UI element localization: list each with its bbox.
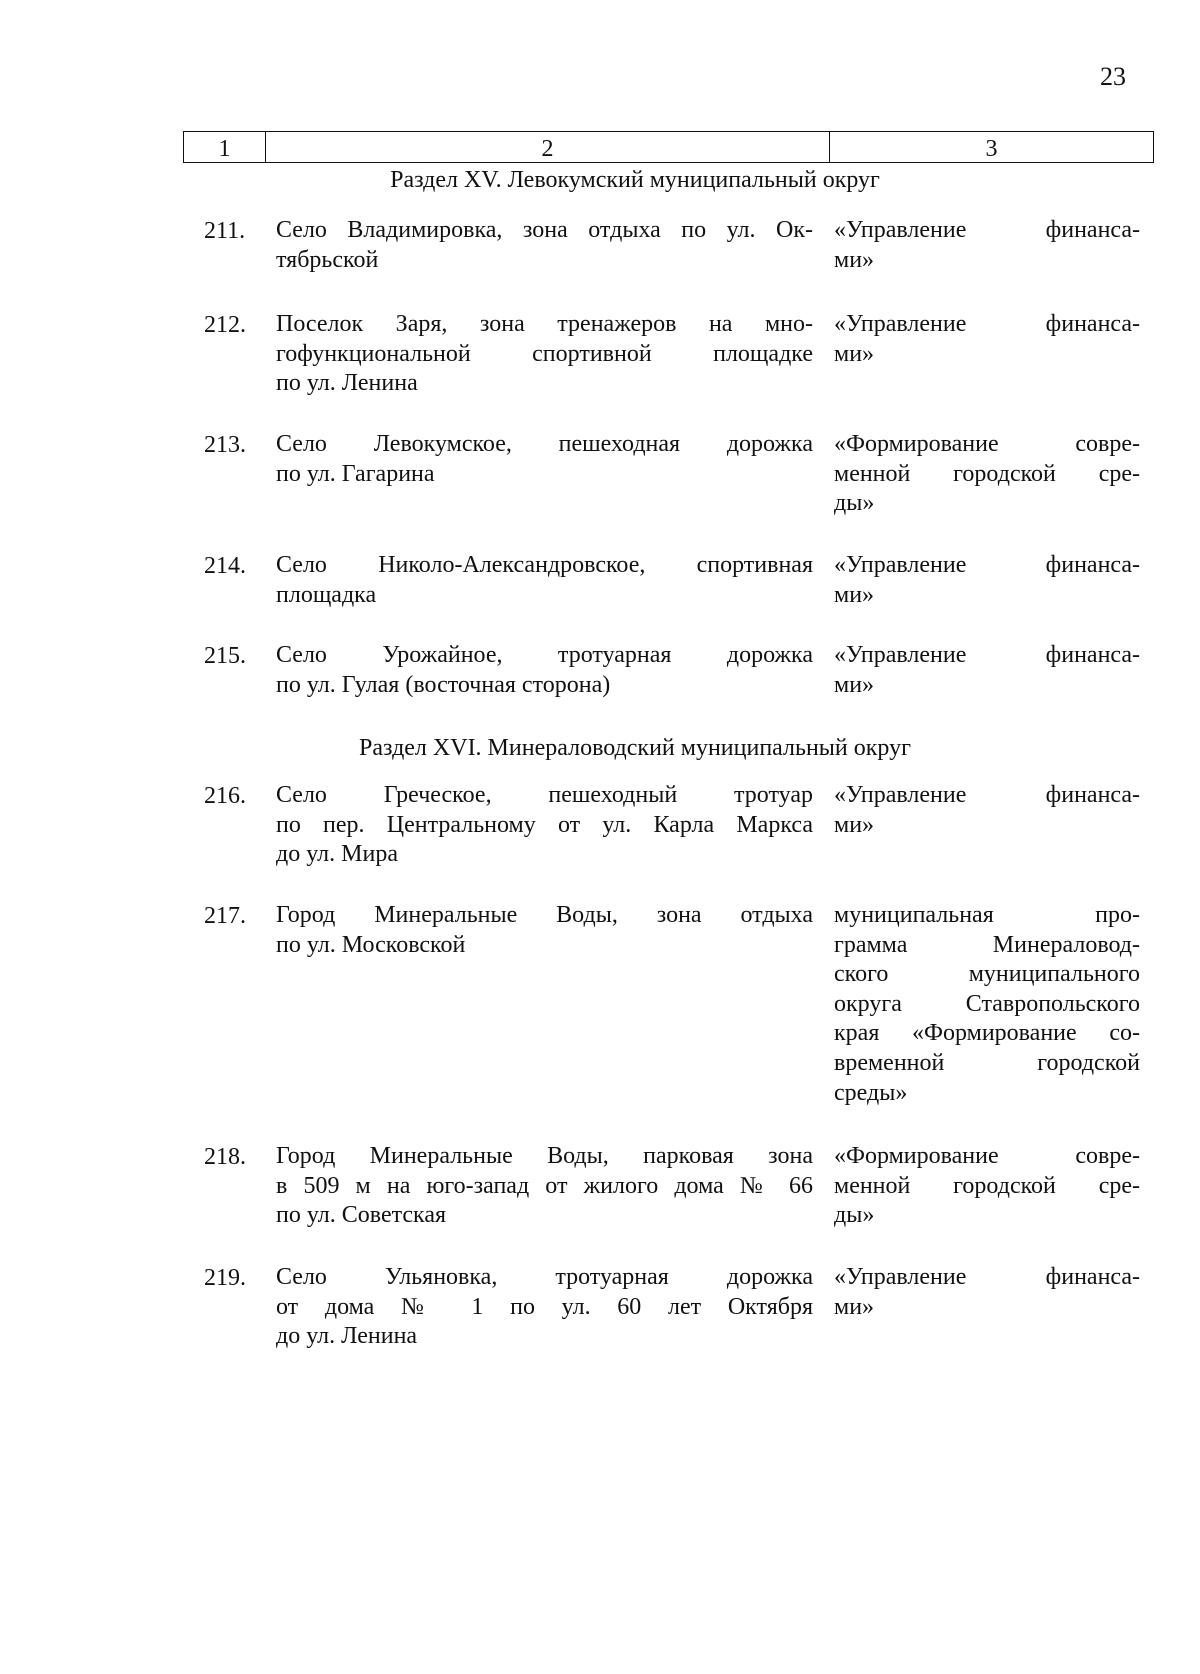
program-name-line: менной городской сре-	[834, 460, 1140, 487]
object-description-line: по ул. Московской	[276, 931, 466, 958]
header-col-2: 2	[266, 132, 830, 162]
program-name-line: ми»	[834, 671, 875, 698]
program-name-line: менной городской сре-	[834, 1172, 1140, 1199]
object-description	[276, 551, 813, 610]
row-number: 213.	[204, 432, 246, 458]
page-number: 23	[1100, 62, 1126, 91]
object-description	[276, 216, 813, 275]
object-description-line: площадка	[276, 581, 377, 608]
program-name-line: «Управление финанса-	[834, 642, 1140, 668]
row-number: 211.	[204, 218, 246, 244]
program-name	[834, 781, 1140, 840]
row-number: 214.	[204, 553, 246, 579]
program-name-line: ского муниципального	[834, 961, 1140, 988]
object-description-line: по пер. Центральному от ул. Карла Маркса	[276, 811, 813, 838]
program-name-line: ми»	[834, 811, 875, 838]
header-col-3: 3	[985, 136, 998, 162]
object-description-line: Село Левокумское, пешеходная дорожка	[276, 431, 813, 457]
object-description-line: гофункциональной спортивной площадке	[276, 340, 813, 367]
object-description-line: Село Владимировка, зона отдыха по ул. Ок-	[276, 217, 813, 243]
table-header	[183, 131, 1154, 163]
program-name	[834, 551, 1140, 610]
program-name	[834, 430, 1140, 519]
program-name-line: ми»	[834, 246, 875, 273]
object-description-line: по ул. Гулая (восточная сторона)	[276, 671, 611, 698]
program-name-line: ми»	[834, 340, 875, 367]
object-description	[276, 1263, 813, 1352]
object-description-line: Село Ульяновка, тротуарная дорожка	[276, 1264, 813, 1290]
object-description-line: Село Урожайное, тротуарная дорожка	[276, 642, 813, 668]
row-number: 219.	[204, 1265, 246, 1291]
section-title: Раздел XV. Левокумский муниципальный округ	[390, 167, 880, 193]
object-description-line: Поселок Заря, зона тренажеров на мно-	[276, 311, 813, 337]
object-description	[276, 430, 813, 489]
object-description	[276, 781, 813, 870]
program-name-line: грамма Минераловод-	[834, 931, 1140, 958]
object-description-line: по ул. Советская	[276, 1202, 447, 1229]
object-description-line: тябрьской	[276, 246, 379, 273]
object-description-line: в 509 м на юго-запад от жилого дома № 66	[276, 1172, 813, 1199]
object-description-line: Село Греческое, пешеходный тротуар	[276, 782, 813, 808]
object-description-line: Город Минеральные Воды, зона отдыха	[276, 902, 813, 928]
program-name-line: края «Формирование со-	[834, 1020, 1140, 1047]
program-name	[834, 216, 1140, 275]
object-description-line: Город Минеральные Воды, парковая зона	[276, 1143, 813, 1169]
program-name-line: «Управление финанса-	[834, 1264, 1140, 1290]
program-name-line: среды»	[834, 1079, 908, 1106]
object-description	[276, 901, 813, 960]
program-name-line: ми»	[834, 581, 875, 608]
program-name	[834, 1142, 1140, 1231]
program-name	[834, 641, 1140, 700]
program-name-line: временной городской	[834, 1049, 1140, 1076]
section-title: Раздел XVI. Минераловодский муниципальный округ	[359, 735, 911, 761]
program-name-line: «Формирование совре-	[834, 1143, 1140, 1169]
object-description-line: по ул. Ленина	[276, 370, 418, 397]
program-name-line: «Управление финанса-	[834, 782, 1140, 808]
object-description	[276, 310, 813, 399]
program-name	[834, 1263, 1140, 1322]
program-name-line: «Управление финанса-	[834, 311, 1140, 337]
row-number: 212.	[204, 312, 246, 338]
object-description-line: до ул. Ленина	[276, 1323, 418, 1350]
object-description-line: по ул. Гагарина	[276, 460, 435, 487]
row-number: 218.	[204, 1144, 246, 1170]
object-description-line: Село Николо-Александровское, спортивная	[276, 552, 813, 578]
program-name-line: «Управление финанса-	[834, 217, 1140, 243]
program-name-line: ми»	[834, 1293, 875, 1320]
object-description	[276, 641, 813, 700]
object-description	[276, 1142, 813, 1231]
header-col-1: 1	[184, 132, 266, 162]
program-name-line: «Управление финанса-	[834, 552, 1140, 578]
object-description-line: от дома № 1 по ул. 60 лет Октября	[276, 1293, 813, 1320]
program-name-line: ды»	[834, 490, 875, 517]
row-number: 217.	[204, 903, 246, 929]
program-name-line: округа Ставропольского	[834, 990, 1140, 1017]
program-name-line: муниципальная про-	[834, 902, 1140, 928]
program-name-line: «Формирование совре-	[834, 431, 1140, 457]
row-number: 215.	[204, 643, 246, 669]
object-description-line: до ул. Мира	[276, 841, 398, 868]
program-name	[834, 310, 1140, 369]
row-number: 216.	[204, 783, 246, 809]
program-name	[834, 901, 1140, 1108]
program-name-line: ды»	[834, 1202, 875, 1229]
